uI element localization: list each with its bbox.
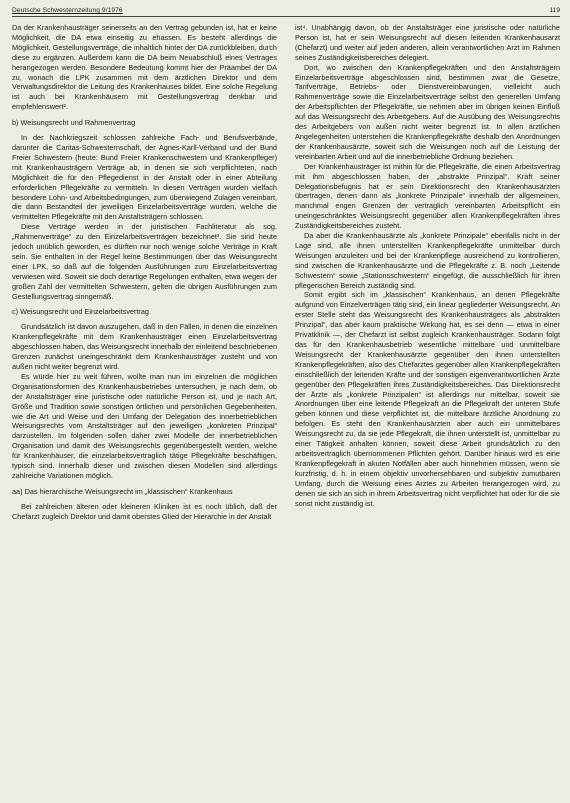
page-number: 119 (549, 7, 560, 14)
paragraph: Dort, wo zwischen den Krankenpflegekräften und den Anstaltsträgern Einzelarbeitsverträge abgeschlossen sind, bestimmen zwar die Gesetze, Tarifverträge, Betriebs- oder Dienstvereinbarungen, vielleicht auch Rahmenverträge sowie die Einzelarbeitsverträge selbst den generellen Umfang der Arbeitspflichten der Pflegekräfte, sie nehmen aber im übrigen keinen Einfluß auf das Weisungsrecht des Arbeitgebers. Auf die Ausübung des Weisungsrechts des Arbeitgebers von außen nicht weiter begrenzt ist. In allen ärztlichen Angelegenheiten unterstehen die Krankenpflegekräfte deshalb den Anordnungen der Krankenhausärzte, soweit sich die Weisungen noch auf die Leistung der vereinbarten Arbeit und auf die innerbetriebliche Ordnung beziehen. (295, 62, 560, 161)
paragraph: Diese Verträge werden in der juristischen Fachliteratur als sog. „Rahmenverträge“ zu den Einzelarbeitsverträgen bezeichnet³. Sie sind heute jedoch unüblich geworden, es dürften nur noch wenige solche Verträge in Kraft sein. Sie enthalten in der Regel keine Bestimmungen über das Weisungsrecht einer LPK, so daß auf die folgenden Ausführungen zum Einzelarbeitsvertrag verwiesen wird. Soweit sie doch derartige Regelungen enthalten, etwa wegen der großen Zahl der vermittelten Schwestern, gelten die übrigen Ausführungen zum Gestellungsvertrag sinngemäß. (12, 222, 277, 301)
paragraph: ist⁴. Unabhängig davon, ob der Anstaltsträger eine juristische oder natürliche Person ist, hat er sein Weisungsrecht auf diesen leitenden Krankenhausarzt (Chefarzt) und weiter auf jeden anderen, allein verantwortlichen Arzt im Rahmen seines Zuständigkeitsbereiches delegiert. (295, 23, 560, 62)
paragraph: Somit ergibt sich im „klassischen“ Krankenhaus, an denen Pflegekräfte aufgrund von Einzelverträgen tätig sind, ein linear gegliederter Weisungsrecht. An erster Stelle steht das Weisungsrecht des Krankenhausträgers als „abstrakten Prinzipal“, das aber kaum praktische Wirkung hat, es sei denn — etwa in einer Privatklinik —, der Chefarzt ist selbst zugleich Krankenhausträger. Sodann folgt das für den Krankenhausbetrieb wesentliche mittelbare und unmittelbare Weisungsrecht der Krankenhausärzte gegenüber den ihnen unterstellten Krankenpflegekräften, also des Chefarztes gegenüber allen Krankenpflegekräften einschließlich der leitenden Kräfte und der sonstigen eigenverantwortlichen Ärzte gegenüber den Pflegekräften ihres Zuständigkeitsbereiches. Das Direktionsrecht der Ärzte als „konkrete Prinzipalen“ ist allerdings nur mittelbar, soweit sie Anordnungen über eine leitende Pflegekraft an die Pflegekraft der unteren Stufe geben können und diese verpflichtet ist, die mittelbare ärztliche Anordnung zu befolgen. Es steht den Krankenhausärzten aber auch ein unmittelbares Weisungsrecht zu, da sie jede Pflegekraft, die ihnen unterstellt ist, unmittelbar zu einer Tätigkeit anhalten können, soweit diese Arbeit grundsätzlich zu den arbeitsvertraglich übernommenen Pflichten gehört. Darüber hinaus wird es eine Krankenpflegekraft in akuten Notfällen aber auch hinnehmen müssen, wenn sie kurzfristig, d. h. in einem objektiv unvorhersehbaren und subjektiv zumutbaren Umfang, durch die Weisung eines Arztes zu Arbeiten herangezogen wird, zu denen sie sich an sich in ihrem Arbeitsvertrag nicht verpflichtet hat oder für die sie sonst nicht zuständig ist. (295, 290, 560, 508)
paragraph: Der Krankenhausträger ist mithin für die Pflegekräfte, die einen Arbeitsvertrag mit ihm abgeschlossen haben, der „abstrakte Prinzipal“. Kraft seiner Delegationsbefugnis hat er sein Direktionsrecht den Krankenhausärzten übertragen, denen dann als „konkrete Prinzipale“ innerhalb der allgemeinen, manchmal engen Grenzen der vertraglich vereinbarten Arbeitspflicht ein uneingeschränktes Weisungsrecht gegenüber allen Krankenpflegekräften ihres Zuständigkeitsbereiches zusteht. (295, 161, 560, 231)
paragraph: Es würde hier zu weit führen, wollte man nun im einzelnen die möglichen Organisationsformen des Krankenhausbetriebes untersuchen, je nach dem, ob der Anstaltsträger eine juristische oder natürliche Person ist, und je nach Art, Größe und Tradition sowie sonstigen örtlichen und persönlichen Gegebenheiten, wie die Art und Weise und den Umfang der Delegation des innerbetrieblichen Weisungsrechts vom Anstaltsträger auf den jeweiligen „konkreten Prinzipal“ darzustellen. Im folgenden sollen daher zwei Modelle der innerbetrieblichen Organisation und damit des Weisungsrechts gegenübergestellt werden, welche für Krankenhäuser, die einzelarbeitsvertraglich tätige Pflegekräfte beschäftigen, typisch sind. Innerhalb dieser und zwischen diesen Modellen sind allerdings zahlreiche Variationen möglich. (12, 371, 277, 480)
section-heading-b: b) Weisungsrecht und Rahmenvertrag (12, 118, 136, 128)
paragraph: Grundsätzlich ist davon auszugehen, daß in den Fällen, in denen die einzelnen Krankenpflegekräfte mit dem Krankenhausträger einen Einzelarbeitsvertrag abgeschlossen haben, das Weisungsrecht innerhalb der einleitend beschriebenen Grenzen zunächst uneingeschränkt dem Krankenhausträger zusteht und von außen nicht weiter begrenzt wird. (12, 322, 277, 371)
section-heading-c: c) Weisungsrecht und Einzelarbeitsvertrag (12, 307, 149, 317)
paragraph: Da der Krankenhausträger seinerseits an den Vertrag gebunden ist, hat er keine Möglichkeit, die DA etwa einseitig zu ehassen. Es besteht allerdings die Möglichkeit, Gestellungsverträge, die inhaltlich hinter der DA zurückbleiben, durch diese zu ergänzen. Außerdem kann die DA beim Neuabschluß eines Vertrages herangezogen werden. Besondere Bedeutung kommt hier der Präambel der DA zu, wonach die LPK zusammen mit dem ärztlichen Direktor und dem Verwaltungsdirektor die Leitung des Krankenhauses bildet. Eine solche Regelung ist auch bei Krankenhäusern mit Gestellungsvertrag denkbar und empfehlenswert². (12, 23, 277, 112)
text-columns (12, 23, 560, 798)
paragraph: In der Nachkriegszeit schlossen zahlreiche Fach- und Berufsverbände, darunter die Caritas-Schwesternschaft, der Agnes-Karll-Verband und der Bund Freier Schwestern (heute: Bund Freier Krankenschwestern und Krankenpfleger) mit Krankenhausträgern Verträge ab, in denen sie sich verpflichteten, nach Möglichkeit die für den Pflegedienst in der Anstalt oder in einer Abteilung erforderlichen Pflegekräfte zu vermitteln. In diesen Verträgen wurden vielfach besondere Lohn- und Arbeitsbedingungen, zum überwiegend Zulagen vereinbart, die dann Bestandteil der jeweiligen Einzelarbeitsverträge wurden, welche die vermittelten Pflegekräfte mit den Anstaltsträgern schlossen. (12, 133, 277, 222)
paragraph: Da aber die Krankenhausärzte als „konkrete Prinzipale“ ebenfalls nicht in der Lage sind, alle ihnen unterstellten Krankenpflegekräfte unmittelbar durch Weisungen anzuleiten und bei der Krankenpflege ausreichend zu kontrollieren, sind zwischen die Krankenhausärzte und die Pflegekräfte z. B. noch „Leitende Schwestern“ sowie „Stationsschwestern“ eingefügt, die ausschließlich für ihren pflegerischen Bereich zuständig sind. (295, 231, 560, 290)
journal-title: Deutsche Schwesternzeitung 9/1976 (12, 7, 123, 14)
paragraph: Bei zahlreichen älteren oder kleineren Kliniken ist es noch üblich, daß der Chefarzt zugleich Direktor und damit oberstes Glied der Hierarchie in der Anstalt (12, 501, 277, 521)
running-header (12, 7, 560, 17)
right-column (295, 23, 560, 798)
left-column (12, 23, 277, 798)
section-heading-aa: aa) Das hierarchische Weisungsrecht im „klassischen“ Krankenhaus (12, 486, 233, 496)
